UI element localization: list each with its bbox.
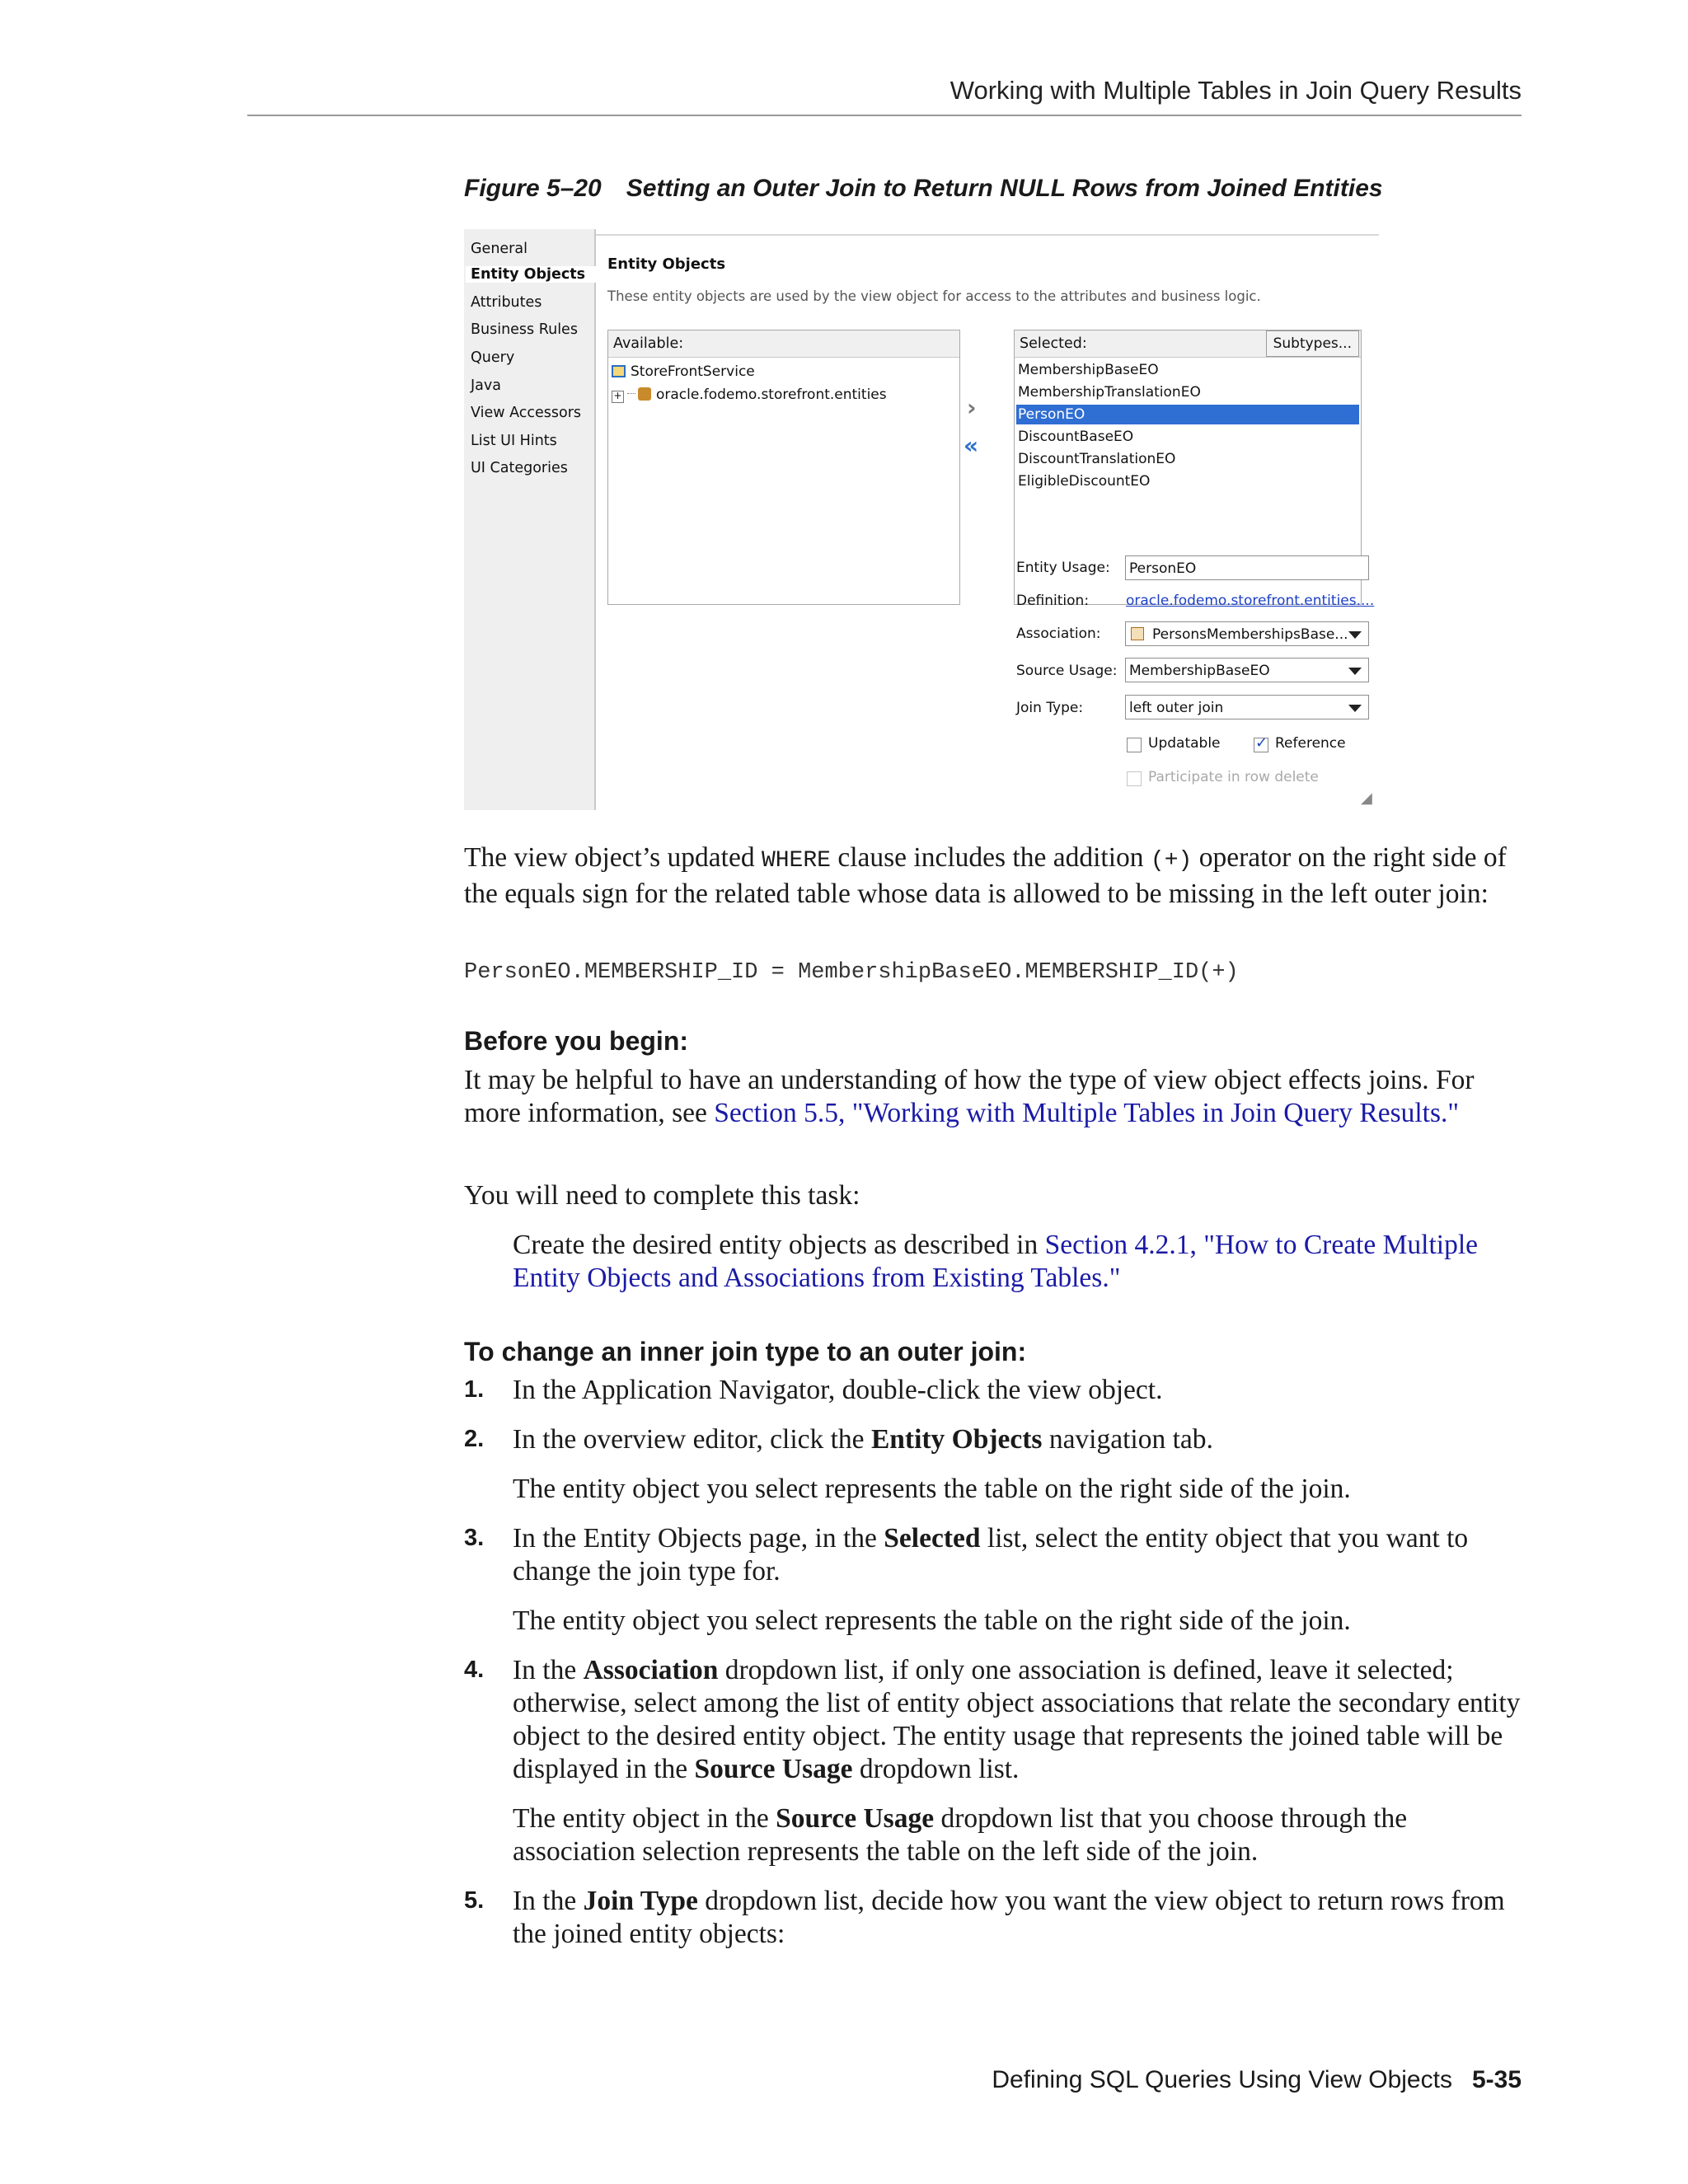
- figure-caption: [464, 175, 1383, 203]
- footer-title: Defining SQL Queries Using View Objects: [992, 2066, 1452, 2093]
- available-label: Available:: [613, 335, 684, 352]
- step-3-note: The entity object you select represents the table on the right side of the join.: [513, 1605, 1351, 1636]
- chevron-down-icon: [1348, 668, 1362, 675]
- available-list[interactable]: [607, 330, 960, 605]
- nav-item-entity-objects[interactable]: Entity Objects: [466, 266, 596, 283]
- step-1-text: In the Application Navigator, double-click the view object.: [513, 1375, 1163, 1405]
- running-head: Working with Multiple Tables in Join Query Results: [950, 76, 1522, 105]
- step-number: 1.: [464, 1376, 485, 1403]
- text: operator on the right side of the equals sign for the related table whose data is allowed to be missing in the left outer join:: [464, 842, 1507, 909]
- move-left-all-icon[interactable]: «: [964, 432, 979, 459]
- selected-item[interactable]: MembershipBaseEO: [1018, 362, 1159, 378]
- paragraph-where-clause: [464, 841, 1522, 911]
- code-example: PersonEO.MEMBERSHIP_ID = MembershipBaseEO.MEMBERSHIP_ID(+): [464, 960, 1239, 985]
- page-number: 5-35: [1471, 2066, 1522, 2093]
- text: navigation tab.: [1042, 1424, 1213, 1455]
- updatable-label: Updatable: [1148, 735, 1221, 752]
- package-icon: [638, 387, 651, 401]
- available-item-label: oracle.fodemo.storefront.entities: [656, 387, 887, 403]
- bold-term: Entity Objects: [870, 1424, 1043, 1455]
- text: dropdown list.: [852, 1754, 1020, 1784]
- figure-number: Figure 5–20: [464, 175, 602, 202]
- step-number: 2.: [464, 1426, 485, 1452]
- chevron-down-icon: [1348, 705, 1362, 712]
- figure-top-rule: [596, 234, 1379, 236]
- bold-term: Association: [583, 1655, 719, 1685]
- section-title: Entity Objects: [607, 255, 726, 273]
- bold-term: Source Usage: [694, 1754, 853, 1784]
- nav-item-ui-categories[interactable]: UI Categories: [471, 460, 568, 476]
- step-number: 5.: [464, 1887, 485, 1914]
- step-5-text: [513, 1885, 1522, 1951]
- text: clause includes the addition: [830, 842, 1151, 873]
- bold-term: Source Usage: [776, 1803, 935, 1834]
- association-label: Association:: [1016, 626, 1101, 642]
- editor-nav-panel: [464, 229, 596, 810]
- entity-usage-field[interactable]: PersonEO: [1125, 555, 1369, 580]
- bold-term: Join Type: [583, 1886, 698, 1916]
- move-right-icon[interactable]: ›: [967, 394, 977, 421]
- section-4-2-1-link[interactable]: Section 4.2.1, "How to Create Multiple Entity Objects and Associations from Existing Tables.": [513, 1230, 1478, 1293]
- entity-usage-label: Entity Usage:: [1016, 560, 1110, 576]
- participate-label: Participate in row delete: [1148, 769, 1319, 785]
- source-usage-value: MembershipBaseEO: [1129, 663, 1270, 679]
- step-number: 3.: [464, 1525, 485, 1551]
- selected-label: Selected:: [1020, 335, 1087, 352]
- join-type-value: left outer join: [1129, 700, 1224, 716]
- paragraph-prereq: [513, 1229, 1522, 1295]
- text: list, select the entity object that you want to change the join type for.: [513, 1523, 1469, 1586]
- text: dropdown list, decide how you want the view object to return rows from the joined entity objects:: [513, 1886, 1505, 1949]
- header-rule: [247, 115, 1522, 116]
- nav-item-business-rules[interactable]: Business Rules: [471, 321, 578, 338]
- subtypes-button[interactable]: Subtypes...: [1266, 330, 1359, 357]
- source-usage-label: Source Usage:: [1016, 663, 1118, 679]
- association-icon: [1131, 627, 1144, 640]
- nav-item-view-accessors[interactable]: View Accessors: [471, 405, 582, 421]
- definition-label: Definition:: [1016, 593, 1090, 609]
- resize-grip-icon[interactable]: ◢: [1361, 790, 1372, 807]
- nav-item-general[interactable]: General: [471, 241, 528, 257]
- text: The entity object in the: [513, 1803, 776, 1834]
- procedure-heading: To change an inner join type to an outer join:: [464, 1337, 1027, 1366]
- available-item-package[interactable]: [610, 385, 958, 405]
- nav-item-attributes[interactable]: Attributes: [471, 294, 542, 311]
- source-usage-dropdown[interactable]: [1125, 658, 1369, 682]
- service-icon: [612, 365, 626, 377]
- participate-checkbox[interactable]: [1127, 771, 1142, 786]
- section-5-5-link[interactable]: Section 5.5, "Working with Multiple Tables in Join Query Results.": [714, 1098, 1460, 1128]
- join-type-dropdown[interactable]: [1125, 695, 1369, 719]
- step-4-note: [513, 1802, 1522, 1868]
- nav-item-java[interactable]: Java: [471, 377, 501, 394]
- selected-item[interactable]: DiscountTranslationEO: [1018, 451, 1176, 467]
- text: In the overview editor, click the: [513, 1424, 871, 1455]
- chevron-down-icon: [1348, 631, 1362, 639]
- tree-connector-icon: [627, 393, 635, 395]
- selected-item[interactable]: DiscountBaseEO: [1018, 429, 1134, 445]
- step-4-text: [513, 1654, 1522, 1786]
- text: Create the desired entity objects as described in: [513, 1230, 1045, 1260]
- selected-item[interactable]: MembershipTranslationEO: [1018, 384, 1201, 401]
- step-number: 4.: [464, 1657, 485, 1683]
- definition-link[interactable]: oracle.fodemo.storefront.entities....: [1126, 593, 1375, 609]
- updatable-checkbox[interactable]: [1127, 738, 1142, 752]
- figure-title: Setting an Outer Join to Return NULL Rows from Joined Entities: [626, 175, 1383, 202]
- text: It may be helpful to have an understanding of how the type of view object effects joins. For more information, see: [464, 1065, 1475, 1128]
- bold-term: Selected: [884, 1523, 981, 1554]
- association-dropdown[interactable]: [1125, 621, 1369, 646]
- step-2-text: [513, 1423, 1522, 1456]
- inline-code: WHERE: [761, 848, 831, 874]
- nav-item-list-ui-hints[interactable]: List UI Hints: [471, 433, 557, 449]
- available-list-header: [608, 330, 959, 358]
- reference-label: Reference: [1275, 735, 1346, 752]
- reference-checkbox[interactable]: [1254, 738, 1268, 752]
- text: In the: [513, 1886, 584, 1916]
- section-description: These entity objects are used by the view object for access to the attributes and business logic.: [607, 288, 1261, 304]
- step-3-text: [513, 1522, 1522, 1588]
- expand-icon[interactable]: +: [612, 391, 624, 403]
- join-type-label: Join Type:: [1016, 700, 1084, 716]
- selected-item[interactable]: EligibleDiscountEO: [1018, 473, 1151, 490]
- available-item-label: StoreFrontService: [631, 363, 755, 380]
- selected-list-header: [1015, 330, 1361, 358]
- available-item-storefrontservice[interactable]: [610, 362, 958, 382]
- figure-screenshot: [464, 229, 1379, 810]
- paragraph-task: You will need to complete this task:: [464, 1180, 860, 1211]
- page-footer: [992, 2066, 1522, 2094]
- before-you-begin-heading: Before you begin:: [464, 1026, 689, 1056]
- text: In the: [513, 1655, 584, 1685]
- text: In the Entity Objects page, in the: [513, 1523, 884, 1554]
- text: dropdown list, if only one association is defined, leave it selected; otherwise, select among the list of entity object associations that relate the secondary entity object to the desired entity object. The entity usage that represents the joined table will be displayed in the: [513, 1655, 1521, 1784]
- step-2-note: The entity object you select represents the table on the right side of the join.: [513, 1474, 1351, 1504]
- inline-code: (+): [1150, 848, 1193, 874]
- association-value: PersonsMembershipsBase...: [1152, 626, 1348, 643]
- selected-item-active[interactable]: PersonEO: [1016, 405, 1359, 424]
- text: The view object’s updated: [464, 842, 762, 873]
- nav-item-query[interactable]: Query: [471, 349, 515, 366]
- text: dropdown list that you choose through the association selection represents the table on the left side of the join.: [513, 1803, 1408, 1867]
- paragraph-before: [464, 1064, 1522, 1130]
